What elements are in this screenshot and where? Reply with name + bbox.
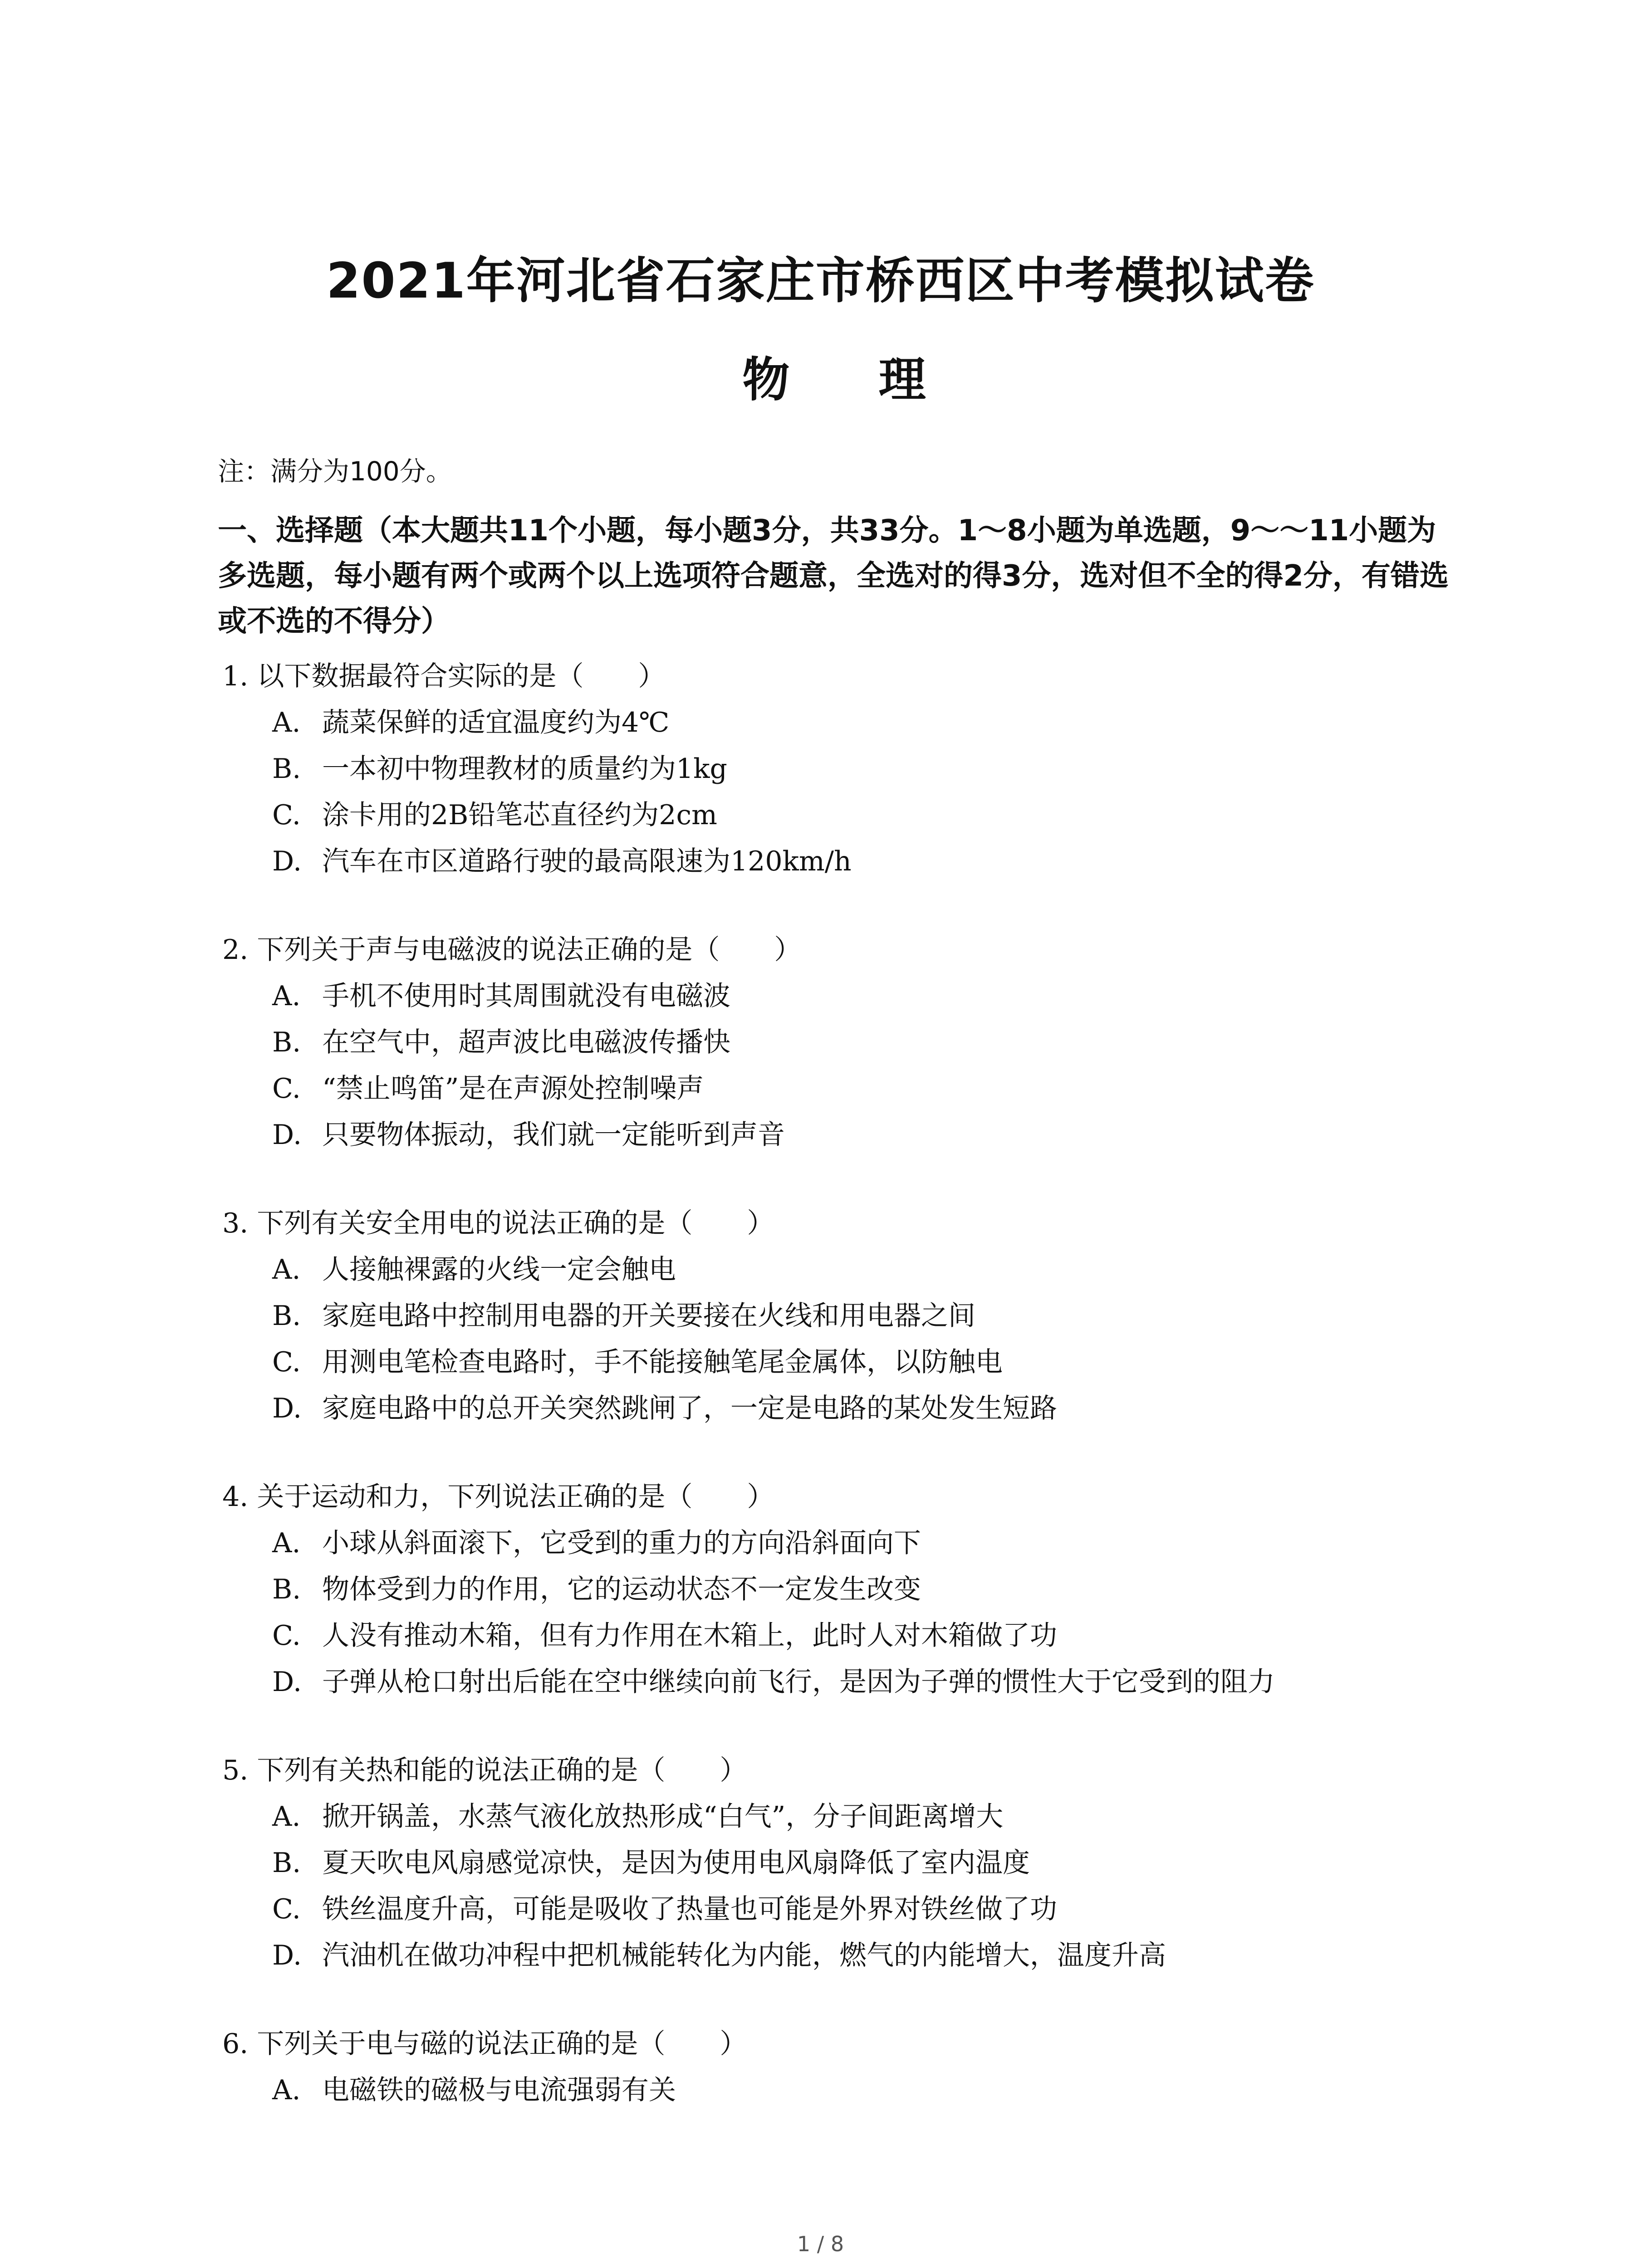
option-letter: B.: [272, 1574, 301, 1605]
option-letter: C.: [272, 1346, 301, 1378]
option-list: [222, 699, 1447, 885]
option-b: [222, 746, 1447, 792]
option-letter: B.: [272, 753, 301, 785]
option-letter: B.: [272, 1847, 301, 1879]
question-3: [222, 1200, 1447, 1432]
exam-title: 2021年河北省石家庄市桥西区中考模拟试卷: [326, 253, 1315, 309]
option-text: 汽油机在做功冲程中把机械能转化为内能，燃气的内能增大，温度升高: [322, 1940, 1166, 1971]
subject-heading: 物 理: [742, 352, 953, 407]
option-letter: C.: [272, 1073, 301, 1105]
option-d: [222, 1385, 1447, 1432]
option-a: [222, 1246, 1447, 1293]
option-d: [222, 1112, 1447, 1158]
question-1: [222, 653, 1447, 885]
question-stem: 1. 以下数据最符合实际的是（ ）: [222, 660, 666, 692]
option-letter: A.: [272, 1527, 301, 1559]
option-text: 电磁铁的磁极与电流强弱有关: [322, 2074, 676, 2106]
option-text: 物体受到力的作用，它的运动状态不一定发生改变: [322, 1574, 921, 1605]
option-c: [222, 1339, 1447, 1385]
option-letter: B.: [272, 1300, 301, 1332]
option-a: [222, 1794, 1447, 1840]
option-letter: C.: [272, 1893, 301, 1925]
option-b: [222, 1293, 1447, 1339]
option-letter: D.: [272, 1393, 302, 1424]
option-text: 掀开锅盖，水蒸气液化放热形成“白气”，分子间距离增大: [322, 1801, 1004, 1833]
option-letter: A.: [272, 707, 301, 738]
option-d: [222, 1932, 1447, 1979]
option-a: [222, 699, 1447, 746]
option-text: 家庭电路中控制用电器的开关要接在火线和用电器之间: [322, 1300, 975, 1332]
option-c: [222, 792, 1447, 838]
option-letter: D.: [272, 846, 302, 877]
option-b: [222, 1840, 1447, 1886]
option-c: [222, 1613, 1447, 1659]
option-letter: D.: [272, 1666, 302, 1698]
option-text: 用测电笔检查电路时，手不能接触笔尾金属体，以防触电: [322, 1346, 1003, 1378]
option-list: [222, 1794, 1447, 1979]
option-text: 只要物体振动，我们就一定能听到声音: [322, 1119, 785, 1151]
option-text: 一本初中物理教材的质量约为1kg: [322, 753, 727, 785]
option-letter: C.: [272, 1620, 301, 1652]
question-4: [222, 1474, 1447, 1705]
page-number: 1 / 8: [797, 2232, 844, 2256]
option-letter: A.: [272, 980, 301, 1012]
question-stem: 2. 下列关于声与电磁波的说法正确的是（ ）: [222, 934, 802, 966]
option-text: 汽车在市区道路行驶的最高限速为120km/h: [322, 846, 852, 877]
question-2: [222, 927, 1447, 1158]
option-letter: B.: [272, 1026, 301, 1058]
option-text: 小球从斜面滚下，它受到的重力的方向沿斜面向下: [322, 1527, 921, 1559]
option-d: [222, 838, 1447, 885]
option-text: 铁丝温度升高，可能是吸收了热量也可能是外界对铁丝做了功: [322, 1893, 1057, 1925]
option-text: 涂卡用的2B铅笔芯直径约为2cm: [322, 799, 717, 831]
score-note: 注：满分为100分。: [218, 456, 452, 487]
question-list: [222, 653, 1447, 2156]
option-a: [222, 1520, 1447, 1566]
option-text: 人没有推动木箱，但有力作用在木箱上，此时人对木箱做了功: [322, 1620, 1057, 1652]
option-text: 子弹从枪口射出后能在空中继续向前飞行，是因为子弹的惯性大于它受到的阻力: [322, 1666, 1275, 1698]
option-letter: D.: [272, 1119, 302, 1151]
question-stem: 5. 下列有关热和能的说法正确的是（ ）: [222, 1755, 747, 1786]
option-letter: A.: [272, 2074, 301, 2106]
option-list: [222, 973, 1447, 1158]
option-letter: A.: [272, 1254, 301, 1286]
option-text: 在空气中，超声波比电磁波传播快: [322, 1026, 730, 1058]
option-a: [222, 2067, 1447, 2113]
option-d: [222, 1659, 1447, 1705]
question-stem: 6. 下列关于电与磁的说法正确的是（ ）: [222, 2028, 747, 2060]
option-text: 家庭电路中的总开关突然跳闸了，一定是电路的某处发生短路: [322, 1393, 1057, 1424]
section-header: 一、选择题（本大题共11个小题，每小题3分，共33分。1～8小题为单选题，9～～11小题为多选题，每小题有两个或两个以上选项符合题意，全选对的得3分，选对但不全的得2分，有错选或不选的不得分）: [218, 514, 1449, 638]
option-c: [222, 1066, 1447, 1112]
option-list: [222, 2067, 1447, 2113]
question-5: [222, 1747, 1447, 1979]
option-b: [222, 1566, 1447, 1613]
option-letter: D.: [272, 1940, 302, 1971]
option-list: [222, 1520, 1447, 1705]
option-text: 手机不使用时其周围就没有电磁波: [322, 980, 730, 1012]
option-a: [222, 973, 1447, 1019]
option-text: 夏天吹电风扇感觉凉快，是因为使用电风扇降低了室内温度: [322, 1847, 1030, 1879]
option-list: [222, 1246, 1447, 1432]
option-text: 蔬菜保鲜的适宜温度约为4℃: [322, 707, 670, 738]
option-letter: C.: [272, 799, 301, 831]
option-b: [222, 1019, 1447, 1066]
option-letter: A.: [272, 1801, 301, 1833]
question-stem: 4. 关于运动和力，下列说法正确的是（ ）: [222, 1481, 774, 1513]
option-text: “禁止鸣笛”是在声源处控制噪声: [322, 1073, 704, 1105]
question-6: [222, 2021, 1447, 2113]
question-stem: 3. 下列有关安全用电的说法正确的是（ ）: [222, 1207, 774, 1239]
option-text: 人接触裸露的火线一定会触电: [322, 1254, 676, 1286]
option-c: [222, 1886, 1447, 1932]
